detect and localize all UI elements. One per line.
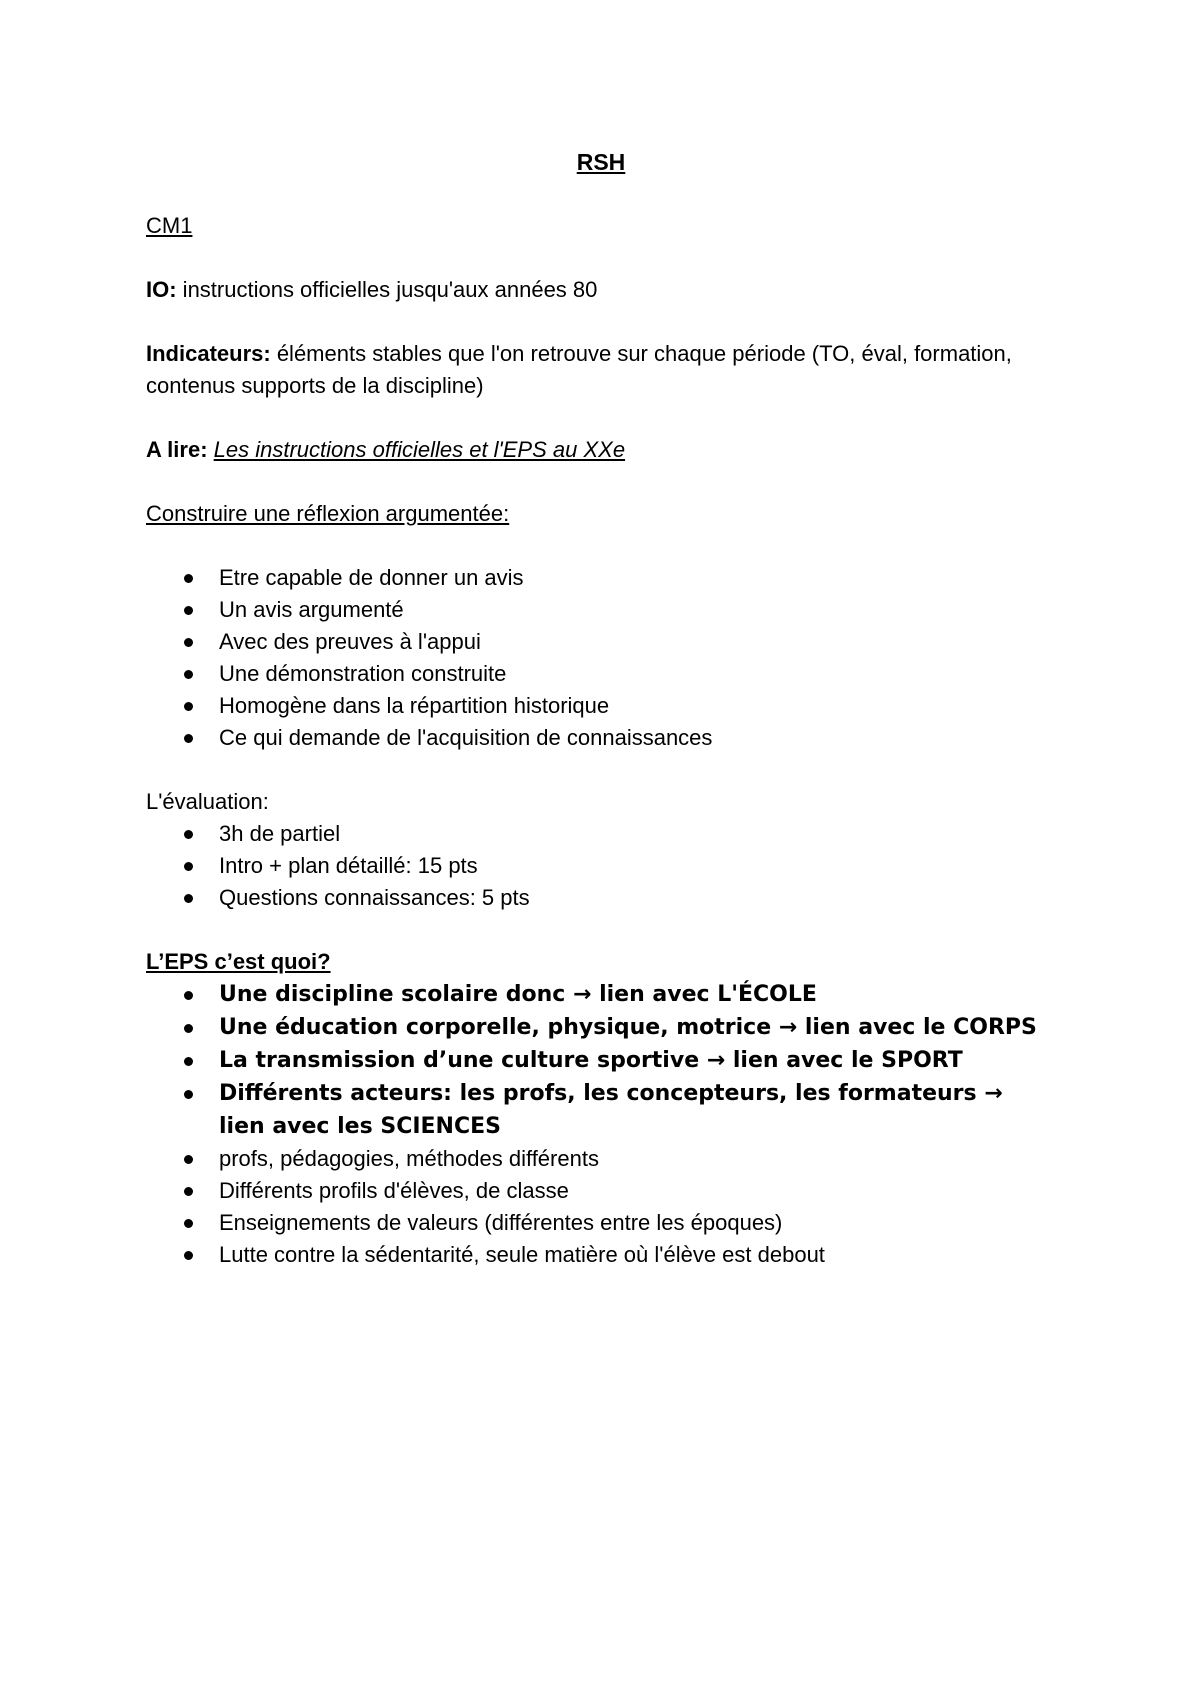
a-lire-label: A lire: — [146, 437, 208, 462]
list-item: Avec des preuves à l'appui — [146, 626, 1056, 658]
reflexion-heading: Construire une réflexion argumentée: — [146, 501, 510, 526]
list-item: Une éducation corporelle, physique, motrice → lien avec le CORPS — [146, 1011, 1056, 1044]
list-item: profs, pédagogies, méthodes différents — [146, 1143, 1056, 1175]
list-item: Ce qui demande de l'acquisition de connaissances — [146, 722, 1056, 754]
bullet-icon — [184, 830, 193, 839]
bullet-icon — [184, 574, 193, 583]
list-item: Un avis argumenté — [146, 594, 1056, 626]
course-label: CM1 — [146, 213, 193, 238]
list-item: Homogène dans la répartition historique — [146, 690, 1056, 722]
bullet-icon — [184, 862, 193, 871]
list-item: La transmission d’une culture sportive → lien avec le SPORT — [146, 1044, 1056, 1077]
evaluation-list — [146, 818, 1056, 914]
list-item: Différents profils d'élèves, de classe — [146, 1175, 1056, 1207]
indicateurs-text: éléments stables que l'on retrouve sur chaque période (TO, éval, formation, contenus supports de la discipline) — [146, 341, 1012, 398]
bullet-icon — [184, 702, 193, 711]
eps-list — [146, 1143, 1056, 1271]
list-item: Etre capable de donner un avis — [146, 562, 1056, 594]
a-lire-link[interactable]: Les instructions officielles et l'EPS au XXe — [213, 437, 626, 462]
list-item: Enseignements de valeurs (différentes entre les époques) — [146, 1207, 1056, 1239]
reflexion-list — [146, 562, 1056, 754]
io-text: instructions officielles jusqu'aux années 80 — [176, 277, 598, 302]
document-title: RSH — [576, 149, 626, 175]
bullet-icon — [184, 1090, 193, 1099]
document-content — [146, 146, 1056, 1271]
list-item: Différents acteurs: les profs, les concepteurs, les formateurs → lien avec les SCIENCES — [146, 1077, 1056, 1143]
bullet-icon — [184, 1155, 193, 1164]
bullet-icon — [184, 638, 193, 647]
bullet-icon — [184, 1251, 193, 1260]
list-item: Une discipline scolaire donc → lien avec L'ÉCOLE — [146, 978, 1056, 1011]
bullet-icon — [184, 606, 193, 615]
bullet-icon — [184, 894, 193, 903]
evaluation-heading: L'évaluation: — [146, 789, 269, 814]
bullet-icon — [184, 1057, 193, 1066]
io-label: IO: — [146, 277, 177, 302]
a-lire-paragraph — [146, 434, 1056, 466]
bullet-icon — [184, 1024, 193, 1033]
eps-heading: L’EPS c’est quoi? — [146, 949, 331, 974]
list-item: Une démonstration construite — [146, 658, 1056, 690]
list-item: Questions connaissances: 5 pts — [146, 882, 1056, 914]
bullet-icon — [184, 734, 193, 743]
indicateurs-label: Indicateurs: — [146, 341, 271, 366]
list-item: 3h de partiel — [146, 818, 1056, 850]
eps-strong-list — [146, 978, 1056, 1143]
bullet-icon — [184, 1187, 193, 1196]
indicateurs-paragraph — [146, 338, 1056, 402]
bullet-icon — [184, 991, 193, 1000]
list-item: Lutte contre la sédentarité, seule matière où l'élève est debout — [146, 1239, 1056, 1271]
bullet-icon — [184, 1219, 193, 1228]
list-item: Intro + plan détaillé: 15 pts — [146, 850, 1056, 882]
bullet-icon — [184, 670, 193, 679]
io-paragraph — [146, 274, 1056, 306]
